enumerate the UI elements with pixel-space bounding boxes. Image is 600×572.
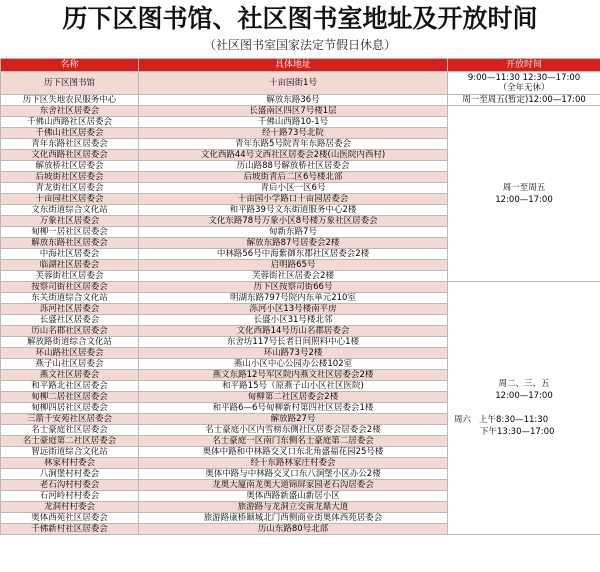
location-name-cell: 解放桥社区居委会 (1, 161, 139, 172)
location-name-cell: 解放东路社区居委会 (1, 238, 139, 249)
location-name-cell: 三箭千安苑社区居委会 (1, 414, 139, 425)
address-cell: 和平路15号（原燕子山小区社区医院) (139, 381, 448, 392)
address-cell: 泺河小区13号楼南平房 (139, 304, 448, 315)
location-name-cell: 智远街道综合文化站 (1, 447, 139, 458)
address-cell: 名士豪庭一区南门东侧名士豪庭第二居委会 (139, 436, 448, 447)
address-cell: 奥体西路新盛山新居小区 (139, 491, 448, 502)
hours-library-note: （全年无休） (498, 83, 550, 93)
address-cell: 解放东路87号居委会2楼 (139, 238, 448, 249)
hours-saturday-pm: 下午13:30—17:00 (480, 427, 555, 437)
location-name-cell: 万象社区居委会 (1, 216, 139, 227)
hours-saturday-am: 上午8:30—11:30 (479, 415, 549, 425)
location-name-cell: 甸柳二居社区居委会 (1, 392, 139, 403)
location-name-cell: 泺河社区居委会 (1, 304, 139, 315)
hours-saturday-label: 周六 (454, 415, 472, 425)
hours-group2-time: 12:00—17:00 (495, 391, 553, 401)
location-name-cell: 环山路社区居委会 (1, 348, 139, 359)
location-name-cell: 按察司街社区居委会 (1, 282, 139, 293)
table-row (1, 106, 600, 117)
location-name-cell: 文东街道综合文化站 (1, 205, 139, 216)
location-name-cell: 文化西路社区居委会 (1, 150, 139, 161)
address-cell: 长盛南区四区7号楼1层 (139, 106, 448, 117)
location-name-cell: 千佛新村社区居委会 (1, 524, 139, 535)
address-cell: 奥体中路和中林路交叉口东北角盛福花园25号楼 (139, 447, 448, 458)
location-name-cell: 后坡街社区居委会 (1, 172, 139, 183)
address-cell: 解放路27号 (139, 414, 448, 425)
address-cell: 和平路39号文东街道服务中心2楼 (139, 205, 448, 216)
location-name-cell: 千佛山社区居委会 (1, 128, 139, 139)
location-name-cell: 解放路街道综合文化站 (1, 337, 139, 348)
address-cell: 经十路73号北院 (139, 128, 448, 139)
column-header-address: 具体地址 (139, 59, 448, 72)
address-cell: 历下区按察司街66号 (139, 282, 448, 293)
address-cell: 燕文东路12号军区院内燕文社区居委会2楼 (139, 370, 448, 381)
library-table (0, 58, 600, 535)
hours-saturday-am-line (448, 414, 600, 426)
location-name-cell: 历下区失地农民服务中心 (1, 95, 139, 106)
table-row (1, 72, 600, 95)
address-cell: 启明路65号 (139, 260, 448, 271)
hours-weekdays-time: 12:00—17:00 (495, 194, 553, 205)
location-name-cell: 历山名郡社区居委会 (1, 326, 139, 337)
page-subtitle: （社区图书室国家法定节假日休息） (203, 38, 396, 52)
address-cell: 明湖东路797号院内东单元210室 (139, 293, 448, 304)
location-name-cell: 长盛社区居委会 (1, 315, 139, 326)
address-cell: 甸柳第二社区居委会2楼 (139, 392, 448, 403)
location-name-cell: 燕子山社区居委会 (1, 359, 139, 370)
location-name-cell: 和平路北社区居委会 (1, 381, 139, 392)
location-name-cell: 十亩园社区居委会 (1, 194, 139, 205)
location-name-cell: 石河岭村村委会 (1, 491, 139, 502)
location-name-cell: 历下区图书馆 (1, 72, 139, 95)
address-cell: 燕山小区中心公园办公楼102室 (139, 359, 448, 370)
location-name-cell: 芙蓉街社区居委会 (1, 271, 139, 282)
address-cell: 千佛山西路10-1号 (139, 117, 448, 128)
location-name-cell: 老石沟村村委会 (1, 480, 139, 491)
address-cell: 历山路88号解放桥社区居委会 (139, 161, 448, 172)
location-name-cell: 名士豪庭社区居委会 (1, 425, 139, 436)
address-cell: 名士豪庭小区内雪榜东侧社区居委会居委会2楼 (139, 425, 448, 436)
address-cell: 长盛小区31号楼北邻 (139, 315, 448, 326)
location-name-cell: 龙洞村村委会 (1, 502, 139, 513)
table-header-row (1, 59, 600, 72)
location-name-cell: 燕文社区居委会 (1, 370, 139, 381)
address-cell: 奥体中路与中林路交叉口东八涧堡小区办公2楼 (139, 469, 448, 480)
location-name-cell: 千佛山西路社区居委会 (1, 117, 139, 128)
address-cell: 解放东路36号 (139, 95, 448, 106)
location-name-cell: 名士豪庭第二社区居委会 (1, 436, 139, 447)
hours-group2-days: 周二、三、五 (498, 379, 550, 389)
hours-cell-group-weekdays (448, 106, 600, 282)
location-name-cell: 青龙街社区居委会 (1, 183, 139, 194)
address-cell: 和平路6—6号甸柳新村第四社区居委会1楼 (139, 403, 448, 414)
page-title: 历下区图书馆、社区图书室地址及开放时间 (62, 4, 538, 33)
location-name-cell: 中海社区居委会 (1, 249, 139, 260)
address-cell: 文化西路14号历山名郡居委会 (139, 326, 448, 337)
address-cell: 东舍坊117号长者日间照料中心1楼 (139, 337, 448, 348)
address-cell: 文化东路78号万象小区8号楼万象社区居委会 (139, 216, 448, 227)
location-name-cell: 甸柳四居社区居委会 (1, 403, 139, 414)
address-cell: 甸新东路7号 (139, 227, 448, 238)
location-name-cell: 临湖社区居委会 (1, 260, 139, 271)
location-name-cell: 奥体西苑社区居委会 (1, 513, 139, 524)
hours-cell-service-center: 周一至周五(暂定)12:00—17:00 (448, 95, 600, 106)
address-cell: 青后小区一区6号 (139, 183, 448, 194)
address-cell: 青年东路5号院青年东路居委会 (139, 139, 448, 150)
location-name-cell: 八涧堡村村委会 (1, 469, 139, 480)
hours-cell-group-tue-thu-fri-sat (448, 282, 600, 535)
address-cell: 旅游路与龙洞立交南龙鼎大道 (139, 502, 448, 513)
table-row (1, 282, 600, 293)
hours-weekdays-days: 周一至周五 (502, 182, 546, 193)
table-body (1, 72, 600, 535)
address-cell: 经十东路林家庄村委会 (139, 458, 448, 469)
address-cell: 文化西路44号文西社区居委会2楼(山医院内西村) (139, 150, 448, 161)
location-name-cell: 东舍社区居委会 (1, 106, 139, 117)
column-header-name: 名称 (1, 59, 139, 72)
address-cell: 中林路56号中海紫御东郡社区居委会2楼 (139, 249, 448, 260)
address-cell: 旅游路康桥颐城北门西侧商业街奥体西苑居委会 (139, 513, 448, 524)
hours-library-times: 9:00—11:30 12:30—17:00 (467, 73, 581, 83)
hours-cell-library (448, 72, 600, 95)
address-cell: 十亩园街1号 (139, 72, 448, 95)
address-cell: 历山东路80号北部 (139, 524, 448, 535)
location-name-cell: 青年东路社区居委会 (1, 139, 139, 150)
address-cell: 环山路73号2楼 (139, 348, 448, 359)
address-cell: 十亩园小学路口十亩园居委会 (139, 194, 448, 205)
column-header-hours: 开放时间 (448, 59, 600, 72)
location-name-cell: 甸柳一居社区居委会 (1, 227, 139, 238)
location-name-cell: 林家村村委会 (1, 458, 139, 469)
address-cell: 龙奥大厦南龙奥大道锦屏家园老石沟居委会 (139, 480, 448, 491)
address-cell: 后坡街青后二区6号楼北部 (139, 172, 448, 183)
hours-spacer (448, 402, 600, 414)
table-row (1, 95, 600, 106)
address-cell: 芙蓉街社区居委会2楼 (139, 271, 448, 282)
location-name-cell: 东关街道综合文化站 (1, 293, 139, 304)
